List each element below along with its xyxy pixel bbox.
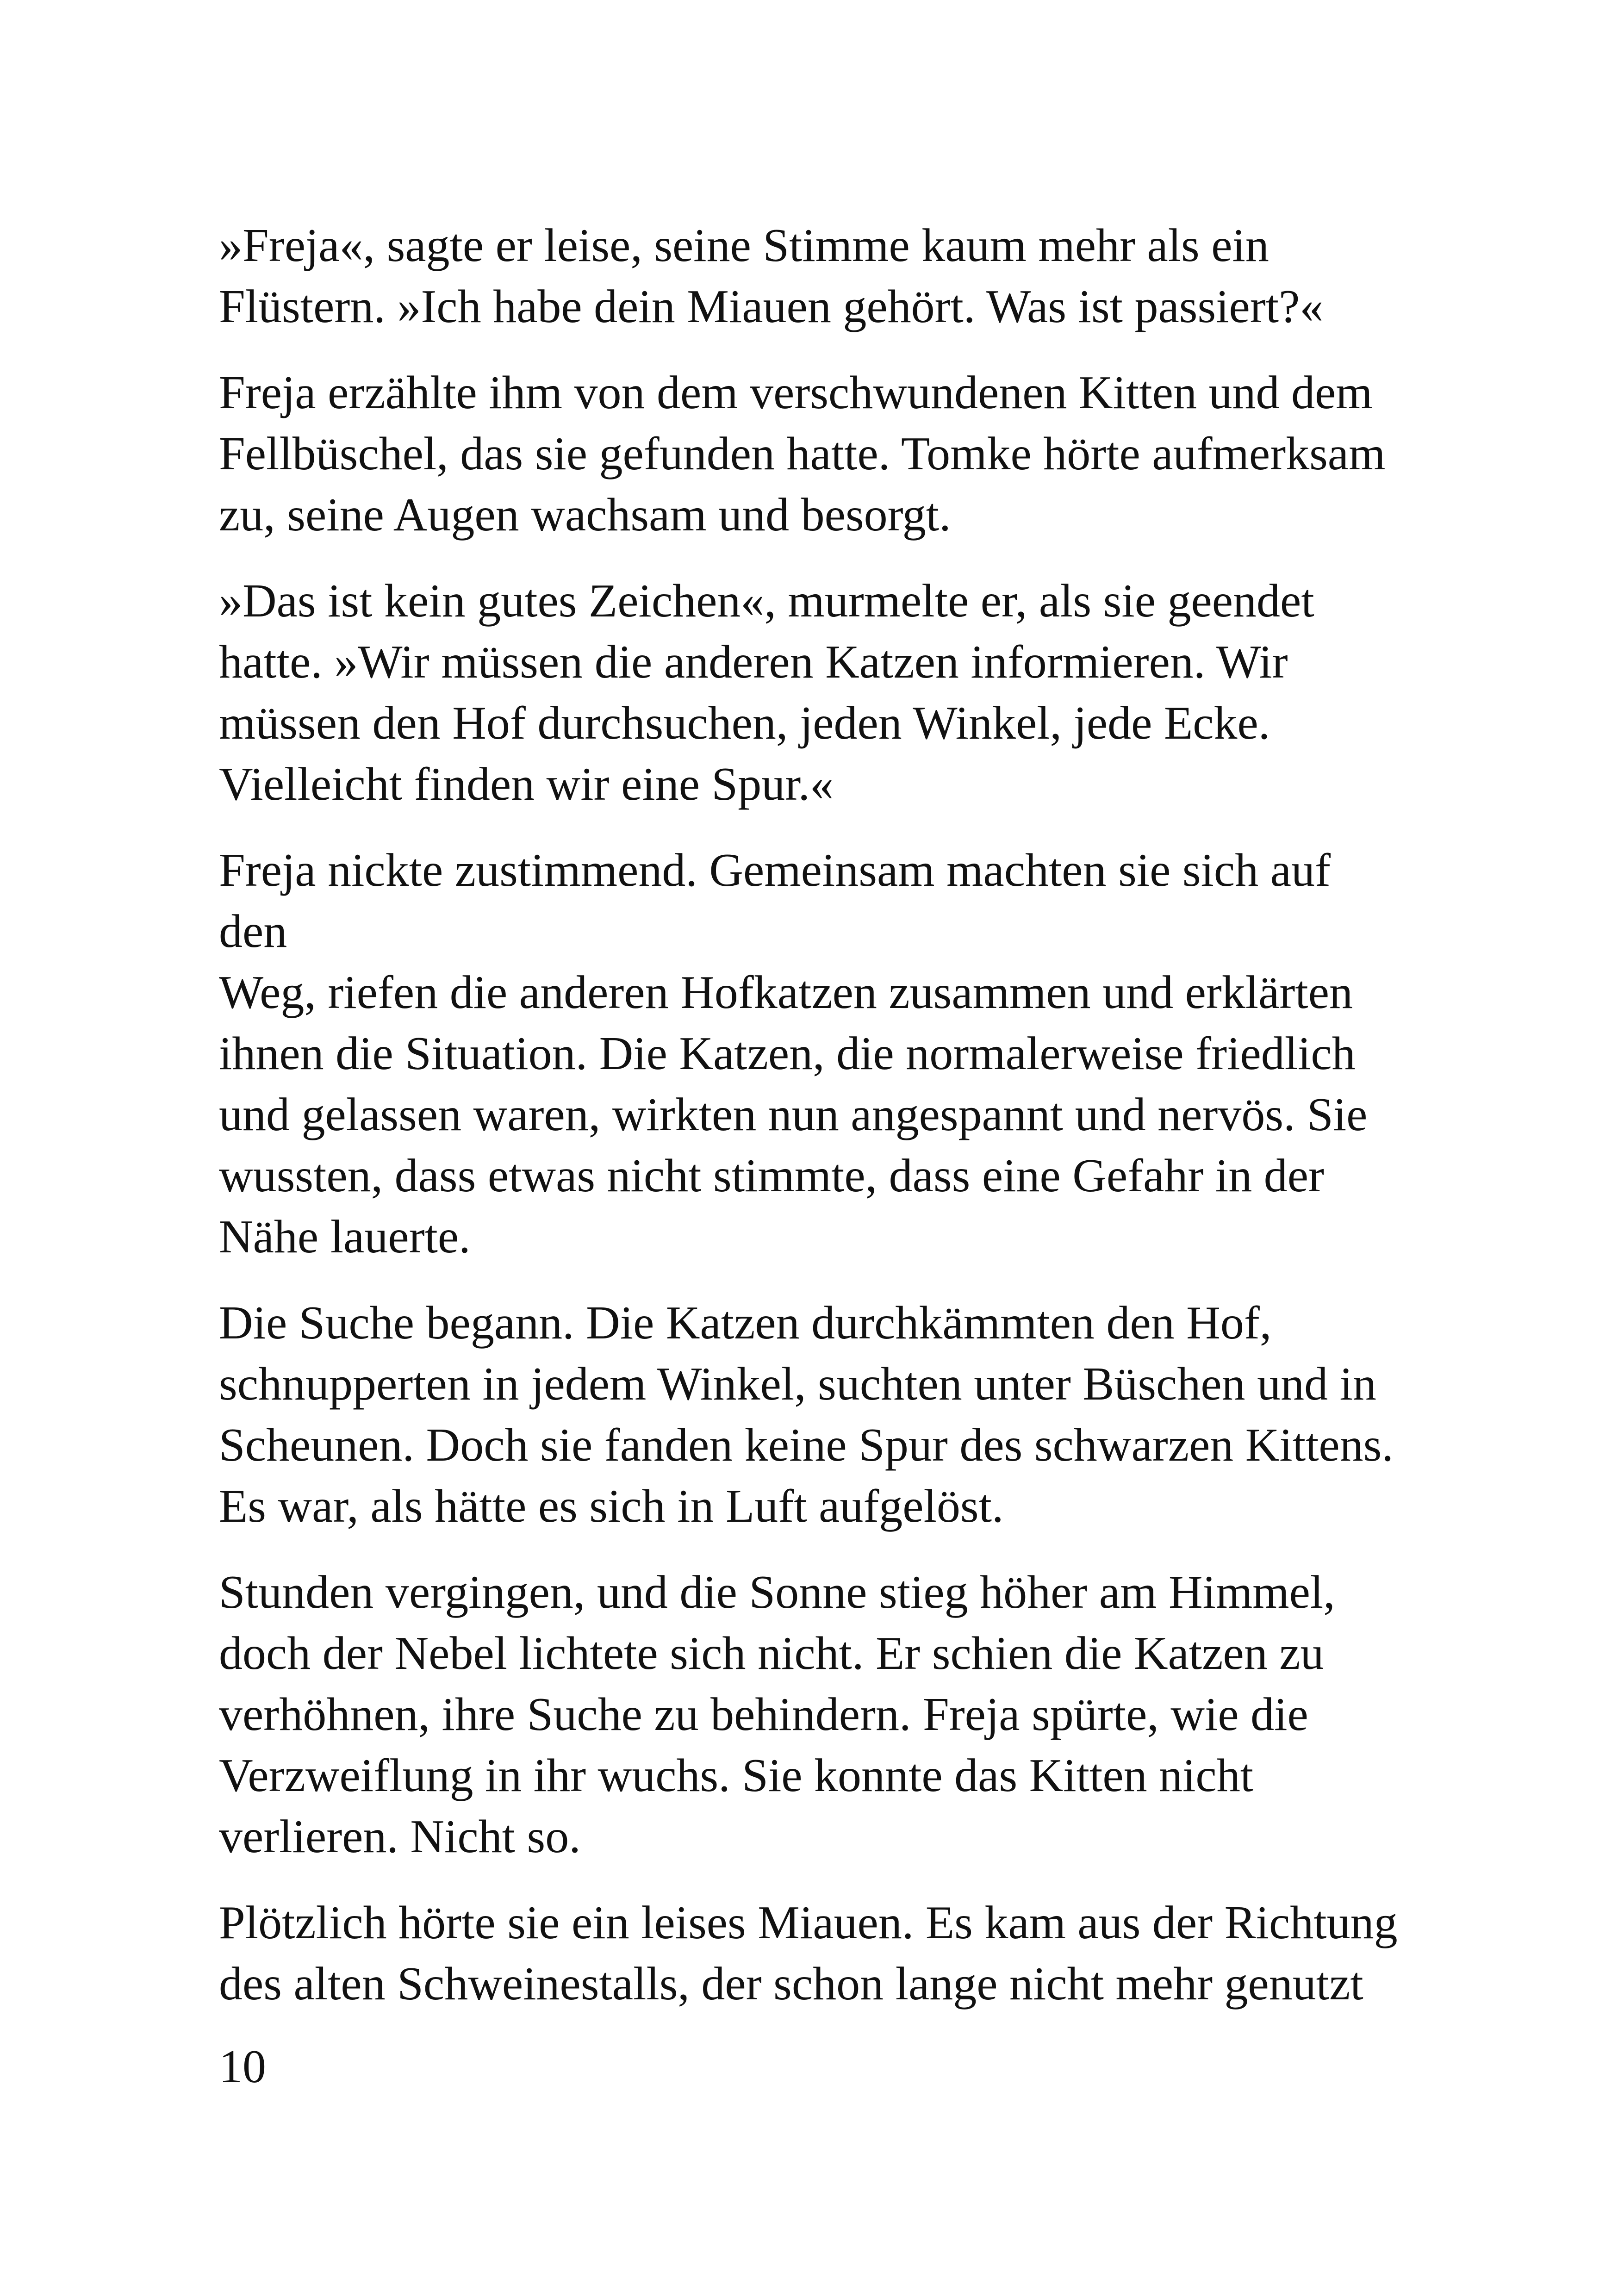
paragraph: »Freja«, sagte er leise, seine Stimme kaum mehr als ein Flüstern. »Ich habe dein Miauen gehört. Was ist passiert?« (219, 219, 1324, 333)
paragraph: Freja erzählte ihm von dem verschwundenen Kitten und dem Fellbüschel, das sie gefunden hatte. Tomke hörte aufmerksam zu, seine Augen wachsam und besorgt. (219, 367, 1386, 541)
paragraph: Plötzlich hörte sie ein leises Miauen. Es kam aus der Richtung des alten Schweinestalls, der schon lange nicht mehr genutzt (219, 1897, 1398, 2010)
paragraph: Stunden vergingen, und die Sonne stieg höher am Himmel, doch der Nebel lichtete sich nicht. Er schien die Katzen zu verhöhnen, ihre Suche zu behindern. Freja spürte, wie die Verzweiflung in ihr wuchs. Sie konnte das Kitten nicht verlieren. Nicht so. (219, 1566, 1335, 1863)
body-text (219, 215, 1404, 2040)
paragraph: Die Suche begann. Die Katzen durchkämmten den Hof, schnupperten in jedem Winkel, suchten unter Büschen und in Scheunen. Doch sie fanden keine Spur des schwarzen Kittens. Es war, als hätte es sich in Luft aufgelöst. (219, 1297, 1394, 1532)
paragraph: »Das ist kein gutes Zeichen«, murmelte er, als sie geendet hatte. »Wir müssen die anderen Katzen informieren. Wir müssen den Hof durchsuchen, jeden Winkel, jede Ecke. Vielleicht finden wir eine Spur.« (219, 575, 1314, 810)
paragraph: Freja nickte zustimmend. Gemeinsam machten sie sich auf den Weg, riefen die anderen Hofkatzen zusammen und erklärten ihnen die Situation. Die Katzen, die normalerweise friedlich und gelassen waren, wirkten nun angespannt und nervös. Sie wussten, dass etwas nicht stimmte, dass eine Gefahr in der Nähe lauerte. (219, 844, 1368, 1263)
page-number: 10 (219, 2041, 266, 2093)
